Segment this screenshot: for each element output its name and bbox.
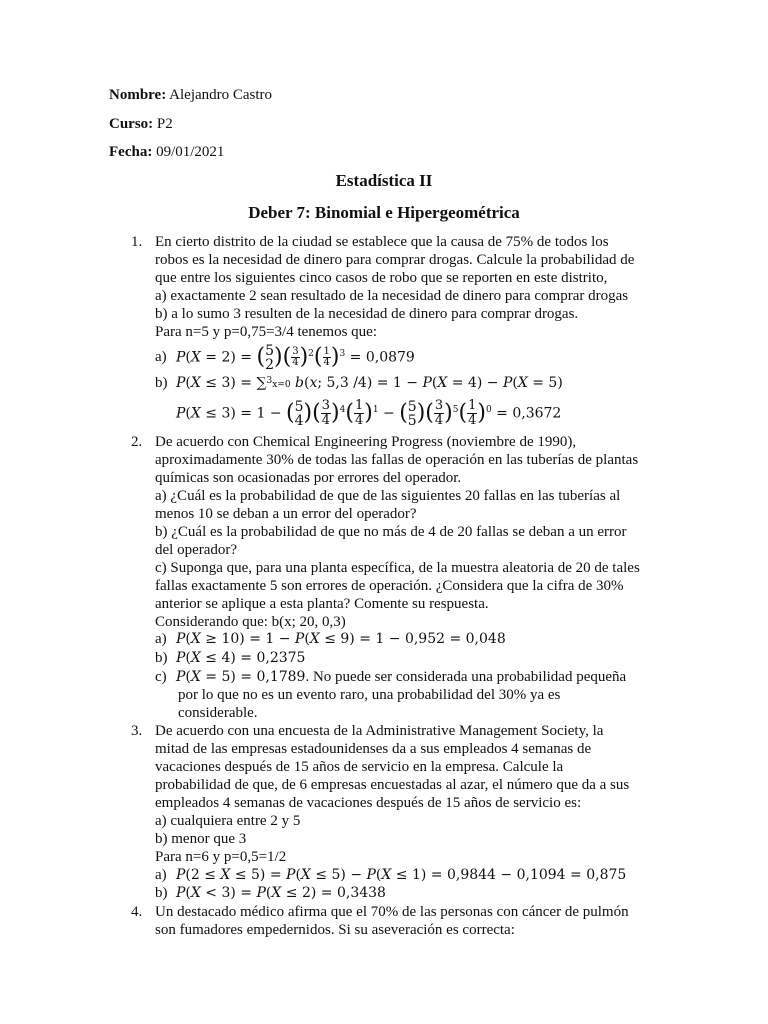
q2-c-label: c) <box>155 669 167 685</box>
date-label: Fecha: <box>109 144 153 160</box>
q4-line: Un destacado médico afirma que el 70% de las personas con cáncer de pulmón <box>155 904 629 920</box>
q2-c-math: 𝑃(𝑋 = 5) = 0,1789 <box>176 669 306 685</box>
q3-line: a) cualquiera entre 2 y 5 <box>155 813 301 829</box>
q2-number: 2. <box>131 434 143 450</box>
q3-a-formula: 𝑃(2 ≤ 𝑋 ≤ 5) = 𝑃(𝑋 ≤ 5) − 𝑃(𝑋 ≤ 1) = 0,9844 − 0,1094 = 0,875 <box>176 867 627 883</box>
q1-b-result: = 0,3672 <box>496 405 562 422</box>
q3-line: Para n=6 y p=0,5=1/2 <box>155 849 287 865</box>
q1-a-label: a) <box>155 349 167 365</box>
course-label: Curso: <box>109 116 154 132</box>
q1-line: a) exactamente 2 sean resultado de la necesidad de dinero para comprar drogas <box>155 288 629 304</box>
q2-line: c) Suponga que, para una planta específica, de la muestra aleatoria de 20 de tales <box>155 560 640 576</box>
q1-b-line1-tail: 𝑏(𝑥; 5,3 /4) = 1 − 𝑃(𝑋 = 4) − 𝑃(𝑋 = 5) <box>295 375 563 391</box>
q2-a-label: a) <box>155 631 167 647</box>
q3-line: De acuerdo con una encuesta de la Administrative Management Society, la <box>155 723 604 739</box>
q1-number: 1. <box>131 234 143 250</box>
q3-b-formula: 𝑃(𝑋 < 3) = 𝑃(𝑋 ≤ 2) = 0,3438 <box>176 885 386 901</box>
q1-line: En cierto distrito de la ciudad se establece que la causa de 75% de todos los <box>155 234 609 250</box>
q3-a-label: a) <box>155 867 167 883</box>
course-row <box>109 115 173 133</box>
q2-line: aproximadamente 30% de todas las fallas de operación en las tuberías de plantas <box>155 452 639 468</box>
q4-line: son fumadores empedernidos. Si su aseveración es correcta: <box>155 922 515 938</box>
q1-a-formula: P(X = 2) = (5 2)( 3 4)$^2$( 1 4)$^3$ = 0,0879 <box>176 342 415 373</box>
q3-line: empleados 4 semanas de vacaciones después de 15 años de servicio es: <box>155 795 582 811</box>
q2-c-cont: por lo que no es un evento raro, una probabilidad del 30% ya es <box>178 687 561 703</box>
name-label: Nombre: <box>109 87 167 103</box>
q2-c-text: . No puede ser considerada una probabilidad pequeña <box>305 669 627 685</box>
q1-line: Para n=5 y p=0,75=3/4 tenemos que: <box>155 324 378 340</box>
q1-a-result: = 0,0879 <box>349 349 415 366</box>
name-row <box>109 86 272 104</box>
q4-number: 4. <box>131 904 143 920</box>
q2-line: del operador? <box>155 542 238 558</box>
q3-line: vacaciones después de 15 años de servicio en la empresa. Calcule la <box>155 759 564 775</box>
date-row <box>109 143 224 161</box>
course-value: P2 <box>156 116 173 132</box>
q2-b-formula: 𝑃(𝑋 ≤ 4) = 0,2375 <box>176 650 306 666</box>
date-value: 09/01/2021 <box>156 144 225 160</box>
q3-line: probabilidad de que, de 6 empresas encuestadas al azar, el número que da a sus <box>155 777 630 793</box>
q2-line: químicas son ocasionadas por errores del operador. <box>155 470 462 486</box>
q1-line: b) a lo sumo 3 resulten de la necesidad de dinero para comprar drogas. <box>155 306 579 322</box>
page-title: Estadística II <box>335 171 433 190</box>
q3-b-label: b) <box>155 885 168 901</box>
page-subtitle: Deber 7: Binomial e Hipergeométrica <box>248 203 520 222</box>
q2-line: menos 10 se deban a un error del operador? <box>155 506 417 522</box>
q2-c-cont: considerable. <box>178 705 258 721</box>
q2-line: fallas exactamente 5 son errores de operación. ¿Considera que la cifra de 30% <box>155 578 624 594</box>
q3-line: b) menor que 3 <box>155 831 247 847</box>
q1-b-label: b) <box>155 375 168 391</box>
q1-line: que entre los siguientes cinco casos de robo que se reporten en este distrito, <box>155 270 608 286</box>
q2-line: a) ¿Cuál es la probabilidad de que de las siguientes 20 fallas en las tuberías al <box>155 488 621 504</box>
name-value: Alejandro Castro <box>169 87 273 103</box>
q1-b-formula-1: P(X ≤ 3) = ∑$^3$x=0 𝑏(𝑥; 5,3 /4) = 1 − 𝑃(𝑋 = 4) − 𝑃(𝑋 = 5) <box>176 375 563 391</box>
q2-line: anterior se aplique a esta planta? Comente su respuesta. <box>155 596 489 612</box>
q2-b-label: b) <box>155 650 168 666</box>
q2-line: b) ¿Cuál es la probabilidad de que no más de 4 de 20 fallas se deban a un error <box>155 524 627 540</box>
q2-line: De acuerdo con Chemical Engineering Progress (noviembre de 1990), <box>155 434 577 450</box>
q2-a-formula: 𝑃(𝑋 ≥ 10) = 1 − 𝑃(𝑋 ≤ 9) = 1 − 0,952 = 0,048 <box>176 631 506 647</box>
q3-number: 3. <box>131 723 143 739</box>
q1-b-formula-2: P(X ≤ 3) = 1 − (5 4)( 3 4)$^4$( 1 4)$^1$ − (5 5)( 3 4)$^5$( 1 4)$^0$ = 0,3672 <box>176 398 562 429</box>
q3-line: mitad de las empresas estadounidenses da a sus empleados 4 semanas de <box>155 741 592 757</box>
q2-line: Considerando que: b(x; 20, 0,3) <box>155 614 346 630</box>
q1-line: robos es la necesidad de dinero para comprar drogas. Calcule la probabilidad de <box>155 252 635 268</box>
